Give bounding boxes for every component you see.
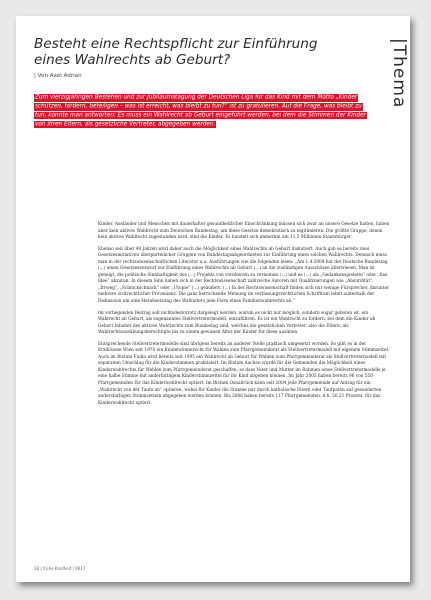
article-intro	[34, 94, 372, 130]
page-footer: 28 | frühe Kindheit | 0617	[34, 566, 86, 571]
magazine-page	[16, 16, 410, 582]
body-paragraph: Entsprechende Stellvertretermodelle sind übrigens bereits an anderer Stelle praktisch umgesetzt worden. So gibt es in der Erzdiözese Wien seit 1970 ein Kinderstimmrecht für Wahlen zum Pfarrgemeinderat als Stellvertretermodell mit eigenem Stimmzettel. Auch im Bistum Fulda wird bereits seit 1995 ein Wahlrecht ab Geburt für Wahlen zum Pfarrgemeinderat als Stellvertretermodell mit separatem Umschlag für die Kinderstimmen praktiziert. Im Bistum Aachen wurde für die Gemeinden die Möglichkeit eines Kinderwahlrechts für Wahlen zum Pfarrgemeinderat geschaffen, so dass Vater und Mutter im Rahmen eines Stellvertretermodells je eine halbe Stimme mit anderfarbigem Kinderstimmzettel für ihr Kind abgeben können. Im Jahr 2005 haben bereits 96 von 550 Pfarrgemeinden für das Kinderwahlrecht optiert. Im Bistum Osnabrück kann seit 2004 jede Pfarrgemeinde auf Antrag für ein „Wahlrecht von der Taufe an“ optieren, wobei für Kinder die Stimme nur durch katholische Eltern oder Taufpaten auf gesonderten andersfarbigen Stimmzetteln abgegeben werden können. Bis 2006 haben bereits 117 Pfarrgemeinden, d.h. 50,21 Prozent, für das Kinderwahlrecht optiert.	[98, 341, 390, 406]
article-title: Besteht eine Rechtspflicht zur Einführung eines Wahlrechts ab Geburt?	[34, 36, 318, 68]
body-paragraph: Im vorliegenden Beitrag soll nichtsdestotrotz dargelegt werden, warum es nicht nur möglich, sondern sogar geboten ist, ein Wahlrecht ab Geburt, als sogenanntes Stellvertretermodell, einzuführen. Es ist ein Wahlrecht zu fordern, bei dem die Kinder ab Geburt Inhaber des aktiven Wahlrechts zum Bundestag sind, welches die gesetzlichen Vertreter, also die Eltern, als Wahlrechtsausübungsberechtigte bis zu einem gewissen Alter der Kinder für diese ausüben.	[98, 310, 376, 336]
section-label: |Thema	[389, 38, 409, 109]
body-paragraph: Kinder, Ausländer und Menschen mit dauerhafter gesundheitlicher Einschränkung müssen sich zwar an unsere Gesetze halten, haben aber kein aktives Wahlrecht zum Deutschen Bundestag, um diese Gesetze demokratisch zu legitimieren. Die größte Gruppe, denen kein aktives Wahlrecht zugestanden wird, sind die Kinder. Es handelt sich immerhin um 11,5 Millionen Staatsbürger.	[98, 222, 390, 241]
body-paragraph: Ebenso seit über 40 Jahren wird daher auch die Möglichkeit eines Wahlrechts ab Geburt diskutiert. Auch gab es bereits zwei Gesetzesinitiativen überparteilicher Gruppen von Bundestagsabgeordneten zur Einführung eines solchen Wahlrechts. Dennoch muss man in der rechtswissenschaftlichen Literatur u.a. Ausführungen wie die folgenden lesen: „Am 1.4.2004 hat der Deutsche Bundestag (...) einen Gesetzesentwurf zur Einführung eines Wahlrechts ab Geburt (...) an die zuständigen Ausschüsse überwiesen. Man ist geneigt, die politische Sinnhaftigkeit des (...) Projekts von vornherein zu verneinen (...) und es (...) als „Gedankenspielerei“ oder „fixe Idee“ abzutun. In diesem Sinn haben sich in der Rechtswissenschaft zahlreiche Autoren mit Qualifizierungen wie „Absurdität“, „Irrweg“, „Schnickschnack“ oder „Utopie“ (...) geäußert. (...) In der Rechtswissenschaft finden sich nur wenige Fürsprecher, darunter mehrere zivilrechtlicher Provenienz. Die ganz herrschende Meinung im verfassungsrechtlichen Schrifttum lehnt außerhalb der Diskussion um eine Herabsetzung des Wahlalters jede Form eines Familienwahlrechts ab.“	[98, 246, 390, 305]
intro-highlight: Zum vierzigjährigen Bestehen und zur Jubiläumstagung der Deutschen Liga für das Kind mit dem Motto „Kinder schützen, fördern, beteiligen – was ist erreicht, was bleibt zu tun?“ ist zu gratulieren. Auf die Frage, was bleibt zu tun, könnte man antworten: Es muss ein Wahlrecht ab Geburt eingeführt werden, bei dem die Stimmen der Kinder von ihren Eltern, als gesetzliche Vertreter, abgegeben werden.	[35, 95, 366, 128]
article-author: | Von Axel Adrian	[34, 73, 82, 79]
article-body	[98, 222, 391, 412]
